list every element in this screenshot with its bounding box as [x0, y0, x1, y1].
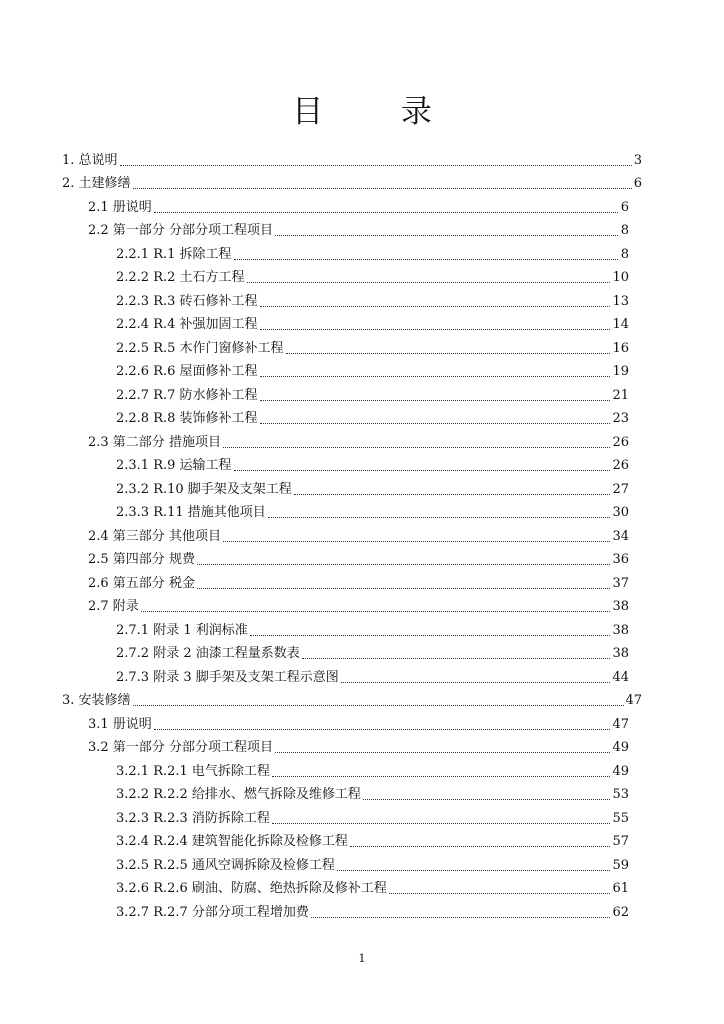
toc-entry-page-number: 44: [612, 669, 629, 685]
toc-dot-leader: [260, 400, 618, 401]
toc-entry-page-number: 13: [612, 293, 629, 309]
toc-dot-leader: [275, 752, 618, 753]
toc-dot-leader: [250, 635, 618, 636]
toc-dot-leader: [260, 306, 618, 307]
toc-entry[interactable]: [0, 874, 724, 898]
toc-entry-page-number: 23: [612, 411, 629, 426]
toc-dot-leader: [272, 823, 618, 824]
toc-entry-label: 3.2 第一部分 分部分项工程项目: [88, 740, 273, 755]
toc-entry[interactable]: [0, 380, 724, 404]
toc-entry-page-number: 34: [612, 528, 629, 544]
toc-entry-page-number: 61: [612, 881, 629, 896]
toc-entry-label: 3.1 册说明: [88, 716, 152, 732]
toc-entry-page-number: 62: [612, 904, 629, 920]
toc-entry-page-number: 57: [612, 834, 629, 849]
toc-dot-leader: [223, 541, 618, 542]
toc-dot-leader: [120, 165, 632, 166]
toc-entry-page-number: 26: [612, 458, 629, 473]
toc-entry-label: 2.7.2 附录 2 油漆工程量系数表: [116, 646, 300, 661]
toc-dot-leader: [294, 494, 618, 495]
toc-dot-leader: [389, 893, 618, 894]
toc-dot-leader: [247, 282, 618, 283]
toc-entry-page-number: 6: [620, 199, 629, 215]
toc-entry-label: 2.6 第五部分 税金: [88, 575, 195, 591]
table-of-contents: [0, 145, 724, 921]
toc-entry-label: 2. 土建修缮: [62, 176, 131, 191]
toc-entry-page-number: 37: [612, 575, 629, 591]
toc-entry-label: 3.2.3 R.2.3 消防拆除工程: [116, 810, 270, 826]
toc-entry[interactable]: [0, 451, 724, 475]
toc-entry-page-number: 55: [612, 810, 629, 826]
toc-entry[interactable]: [0, 639, 724, 663]
toc-entry-label: 2.2 第一部分 分部分项工程项目: [88, 223, 273, 238]
toc-entry-label: 3.2.5 R.2.5 通风空调拆除及检修工程: [116, 857, 335, 873]
toc-entry[interactable]: [0, 286, 724, 310]
toc-entry-page-number: 26: [612, 434, 629, 450]
toc-entry[interactable]: [0, 145, 724, 169]
toc-entry-label: 2.3 第二部分 措施项目: [88, 434, 221, 450]
toc-entry[interactable]: [0, 568, 724, 592]
toc-dot-leader: [223, 447, 618, 448]
toc-entry[interactable]: [0, 310, 724, 334]
toc-dot-leader: [197, 588, 618, 589]
toc-entry-page-number: 19: [612, 364, 629, 379]
toc-entry-page-number: 38: [612, 599, 629, 614]
toc-entry-label: 2.2.2 R.2 土石方工程: [116, 270, 245, 285]
toc-entry-page-number: 10: [612, 270, 629, 285]
toc-entry[interactable]: [0, 498, 724, 522]
toc-entry-label: 3.2.4 R.2.4 建筑智能化拆除及检修工程: [116, 834, 348, 849]
toc-entry[interactable]: [0, 592, 724, 616]
toc-entry-label: 2.7.1 附录 1 利润标准: [116, 622, 248, 638]
toc-entry-page-number: 21: [612, 387, 629, 403]
toc-entry[interactable]: [0, 263, 724, 287]
toc-dot-leader: [234, 259, 618, 260]
page-number: 1: [358, 952, 366, 965]
toc-entry-label: 2.2.3 R.3 砖石修补工程: [116, 293, 258, 309]
toc-entry-label: 2.2.5 R.5 木作门窗修补工程: [116, 340, 284, 356]
toc-entry-label: 3.2.7 R.2.7 分部分项工程增加费: [116, 904, 309, 920]
toc-entry-label: 2.3.3 R.11 措施其他项目: [116, 505, 266, 520]
toc-entry-label: 2.2.1 R.1 拆除工程: [116, 246, 232, 262]
toc-entry-page-number: 59: [612, 857, 629, 873]
toc-dot-leader: [133, 188, 632, 189]
toc-entry[interactable]: [0, 803, 724, 827]
toc-entry-label: 2.3.2 R.10 脚手架及支架工程: [116, 481, 292, 497]
toc-entry-label: 2.2.4 R.4 补强加固工程: [116, 317, 258, 332]
toc-entry-label: 2.4 第三部分 其他项目: [88, 528, 221, 544]
toc-dot-leader: [311, 917, 618, 918]
toc-entry-label: 2.7 附录: [88, 599, 139, 614]
toc-dot-leader: [350, 846, 618, 847]
toc-entry-label: 2.2.6 R.6 屋面修补工程: [116, 364, 258, 379]
toc-entry-label: 1. 总说明: [62, 152, 118, 168]
toc-dot-leader: [141, 611, 618, 612]
toc-entry[interactable]: [0, 169, 724, 193]
toc-entry[interactable]: [0, 615, 724, 639]
toc-dot-leader: [341, 682, 618, 683]
toc-entry-page-number: 3: [633, 152, 642, 168]
toc-entry-page-number: 30: [612, 505, 629, 520]
toc-entry[interactable]: [0, 709, 724, 733]
toc-entry[interactable]: [0, 827, 724, 851]
toc-dot-leader: [260, 376, 618, 377]
toc-entry-page-number: 16: [612, 340, 629, 356]
toc-entry-label: 2.2.7 R.7 防水修补工程: [116, 387, 258, 403]
toc-entry-page-number: 38: [612, 646, 629, 661]
toc-dot-leader: [133, 705, 632, 706]
toc-entry-page-number: 49: [612, 740, 629, 755]
toc-entry[interactable]: [0, 357, 724, 381]
toc-entry-label: 2.3.1 R.9 运输工程: [116, 458, 232, 473]
toc-entry-label: 3.2.6 R.2.6 刷油、防腐、绝热拆除及修补工程: [116, 881, 387, 896]
toc-entry-page-number: 53: [612, 787, 629, 802]
toc-entry[interactable]: [0, 897, 724, 921]
toc-entry-page-number: 14: [612, 317, 629, 332]
toc-entry[interactable]: [0, 733, 724, 757]
toc-entry-page-number: 47: [625, 693, 642, 708]
toc-entry-label: 2.2.8 R.8 装饰修补工程: [116, 411, 258, 426]
toc-dot-leader: [234, 470, 618, 471]
toc-dot-leader: [286, 353, 618, 354]
toc-entry-page-number: 27: [612, 481, 629, 497]
toc-entry[interactable]: [0, 850, 724, 874]
toc-entry[interactable]: [0, 756, 724, 780]
toc-entry-page-number: 8: [620, 223, 629, 238]
toc-dot-leader: [268, 517, 618, 518]
toc-dot-leader: [337, 870, 618, 871]
toc-entry-page-number: 47: [612, 716, 629, 732]
toc-dot-leader: [260, 329, 618, 330]
toc-entry[interactable]: [0, 427, 724, 451]
toc-entry[interactable]: [0, 545, 724, 569]
toc-entry-label: 2.1 册说明: [88, 199, 152, 215]
toc-entry[interactable]: [0, 521, 724, 545]
toc-dot-leader: [260, 423, 618, 424]
toc-entry-page-number: 36: [612, 552, 629, 567]
toc-entry[interactable]: [0, 474, 724, 498]
toc-entry[interactable]: [0, 686, 724, 710]
toc-entry-label: 3. 安装修缮: [62, 693, 131, 708]
toc-dot-leader: [154, 212, 618, 213]
toc-dot-leader: [363, 799, 618, 800]
toc-entry-page-number: 8: [620, 246, 629, 262]
toc-dot-leader: [154, 729, 618, 730]
toc-dot-leader: [197, 564, 618, 565]
toc-entry[interactable]: [0, 192, 724, 216]
toc-dot-leader: [272, 776, 618, 777]
toc-entry-page-number: 6: [633, 176, 642, 191]
toc-entry[interactable]: [0, 404, 724, 428]
toc-entry[interactable]: [0, 239, 724, 263]
toc-entry-label: 2.5 第四部分 规费: [88, 552, 195, 567]
toc-entry[interactable]: [0, 216, 724, 240]
page-title: 目 录: [292, 94, 466, 130]
toc-entry[interactable]: [0, 780, 724, 804]
toc-entry-page-number: 49: [612, 763, 629, 779]
toc-entry[interactable]: [0, 662, 724, 686]
toc-entry-page-number: 38: [612, 622, 629, 638]
toc-entry[interactable]: [0, 333, 724, 357]
toc-entry-label: 3.2.1 R.2.1 电气拆除工程: [116, 763, 270, 779]
toc-dot-leader: [302, 658, 618, 659]
toc-entry-label: 3.2.2 R.2.2 给排水、燃气拆除及维修工程: [116, 787, 361, 802]
toc-entry-label: 2.7.3 附录 3 脚手架及支架工程示意图: [116, 669, 339, 685]
toc-dot-leader: [275, 235, 618, 236]
